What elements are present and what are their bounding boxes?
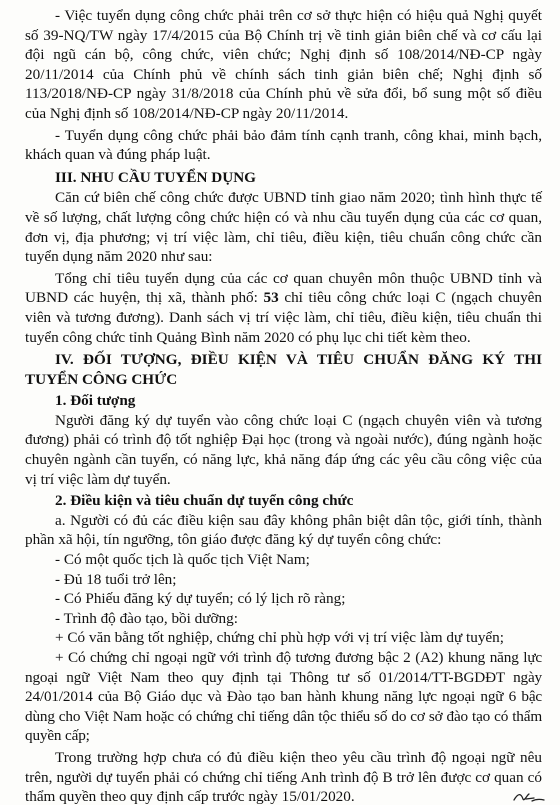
document-body [25,6,542,807]
paragraph-language-exception: Trong trường hợp chưa có đủ điều kiện theo yêu cầu trình độ ngoại ngữ nêu trên, người dự tuyển phải có chứng chỉ tiếng Anh trình độ B trở lên được cơ quan có thẩm quyền theo quy định cấp trước ngày 15/01/2020. [25,748,542,806]
total-quota-number: 53 [263,289,279,307]
paragraph-recruitment-principles: - Tuyển dụng công chức phải bảo đảm tính cạnh tranh, công khai, minh bạch, khách quan và đúng pháp luật. [25,126,542,164]
total-quota-text-after: chỉ tiêu công chức loại C (ngạch chuyên viên và tương đương). Danh sách vị trí việc làm, chỉ tiêu, điều kiện, tiêu chuẩn thi tuyển công chức tỉnh Quảng Bình năm 2020 có phụ lục chi tiết kèm theo. [25,289,543,346]
subheading-conditions: 2. Điều kiện và tiêu chuẩn dự tuyển công chức [55,492,354,510]
list-item-foreign-language: + Có chứng chỉ ngoại ngữ với trình độ tương đương bậc 2 (A2) khung năng lực ngoại ngữ Việt Nam theo quy định tại Thông tư số 01/2014/TT-BGDĐT ngày 24/01/2014 của Bộ Giáo dục và Đào tạo ban hành khung năng lực ngoại ngữ 6 bậc dùng cho Việt Nam hoặc có chứng chỉ tiếng dân tộc thiểu số do cơ sở đào tạo có thẩm quyền cấp; [25,649,542,745]
subheading-subjects: 1. Đối tượng [55,392,136,410]
paragraph-total-quota [25,269,542,347]
paragraph-streamlining-basis: - Việc tuyển dụng công chức phải trên cơ sở thực hiện có hiệu quả Nghị quyết số 39-NQ/TW ngày 17/4/2015 của Bộ Chính trị về tinh giản biên chế và cơ cấu lại đội ngũ cán bộ, công chức, viên chức; Nghị định số 108/2014/NĐ-CP ngày 20/11/2014 của Chính phủ về chính sách tinh giản biên chế; Nghị định số 113/2018/NĐ-CP ngày 31/8/2018 của Chính phủ về sửa đổi, bổ sung một số điều của Nghị định số 108/2014/NĐ-CP ngày 20/11/2014. [25,7,542,122]
section-heading-iv: IV. ĐỐI TƯỢNG, ĐIỀU KIỆN VÀ TIÊU CHUẨN ĐĂNG KÝ THI TUYỂN CÔNG CHỨC [25,351,542,388]
paragraph-eligibility: a. Người có đủ các điều kiện sau đây không phân biệt dân tộc, giới tính, thành phần xã hội, tín ngưỡng, tôn giáo được đăng ký dự tuyển công chức: [25,511,542,549]
list-item-training-level: - Trình độ đào tạo, bồi dưỡng: [55,609,238,627]
list-item-registration-form: - Có Phiếu đăng ký dự tuyển; có lý lịch rõ ràng; [55,590,346,608]
initial-signature-mark [512,790,546,804]
list-item-degree: + Có văn bằng tốt nghiệp, chứng chỉ phù hợp với vị trí việc làm dự tuyển; [55,629,504,647]
list-item-nationality: - Có một quốc tịch là quốc tịch Việt Nam; [55,551,310,569]
section-heading-iii: III. NHU CẦU TUYỂN DỤNG [55,168,256,186]
total-quota-text-before: Tổng chỉ tiêu tuyển dụng của các cơ quan chuyên môn thuộc UBND tỉnh và UBND các huyện, thị xã, thành phố: [25,269,542,307]
list-item-age: - Đủ 18 tuổi trở lên; [55,570,177,588]
paragraph-recruitment-basis: Căn cứ biên chế công chức được UBND tỉnh giao năm 2020; tình hình thực tế về số lượng, chất lượng công chức hiện có và nhu cầu tuyển dụng của các cơ quan, đơn vị, địa phương; vị trí việc làm, chỉ tiêu, điều kiện, tiêu chuẩn công chức cần tuyển dụng năm 2020 như sau: [25,189,542,266]
paragraph-subjects: Người đăng ký dự tuyển vào công chức loại C (ngạch chuyên viên và tương đương) phải có trình độ tốt nghiệp Đại học (trong và ngoài nước), đúng ngành hoặc chuyên ngành cần tuyển, có năng lực, khả năng đáp ứng các yêu cầu công việc của vị trí việc làm dự tuyển. [25,411,542,488]
